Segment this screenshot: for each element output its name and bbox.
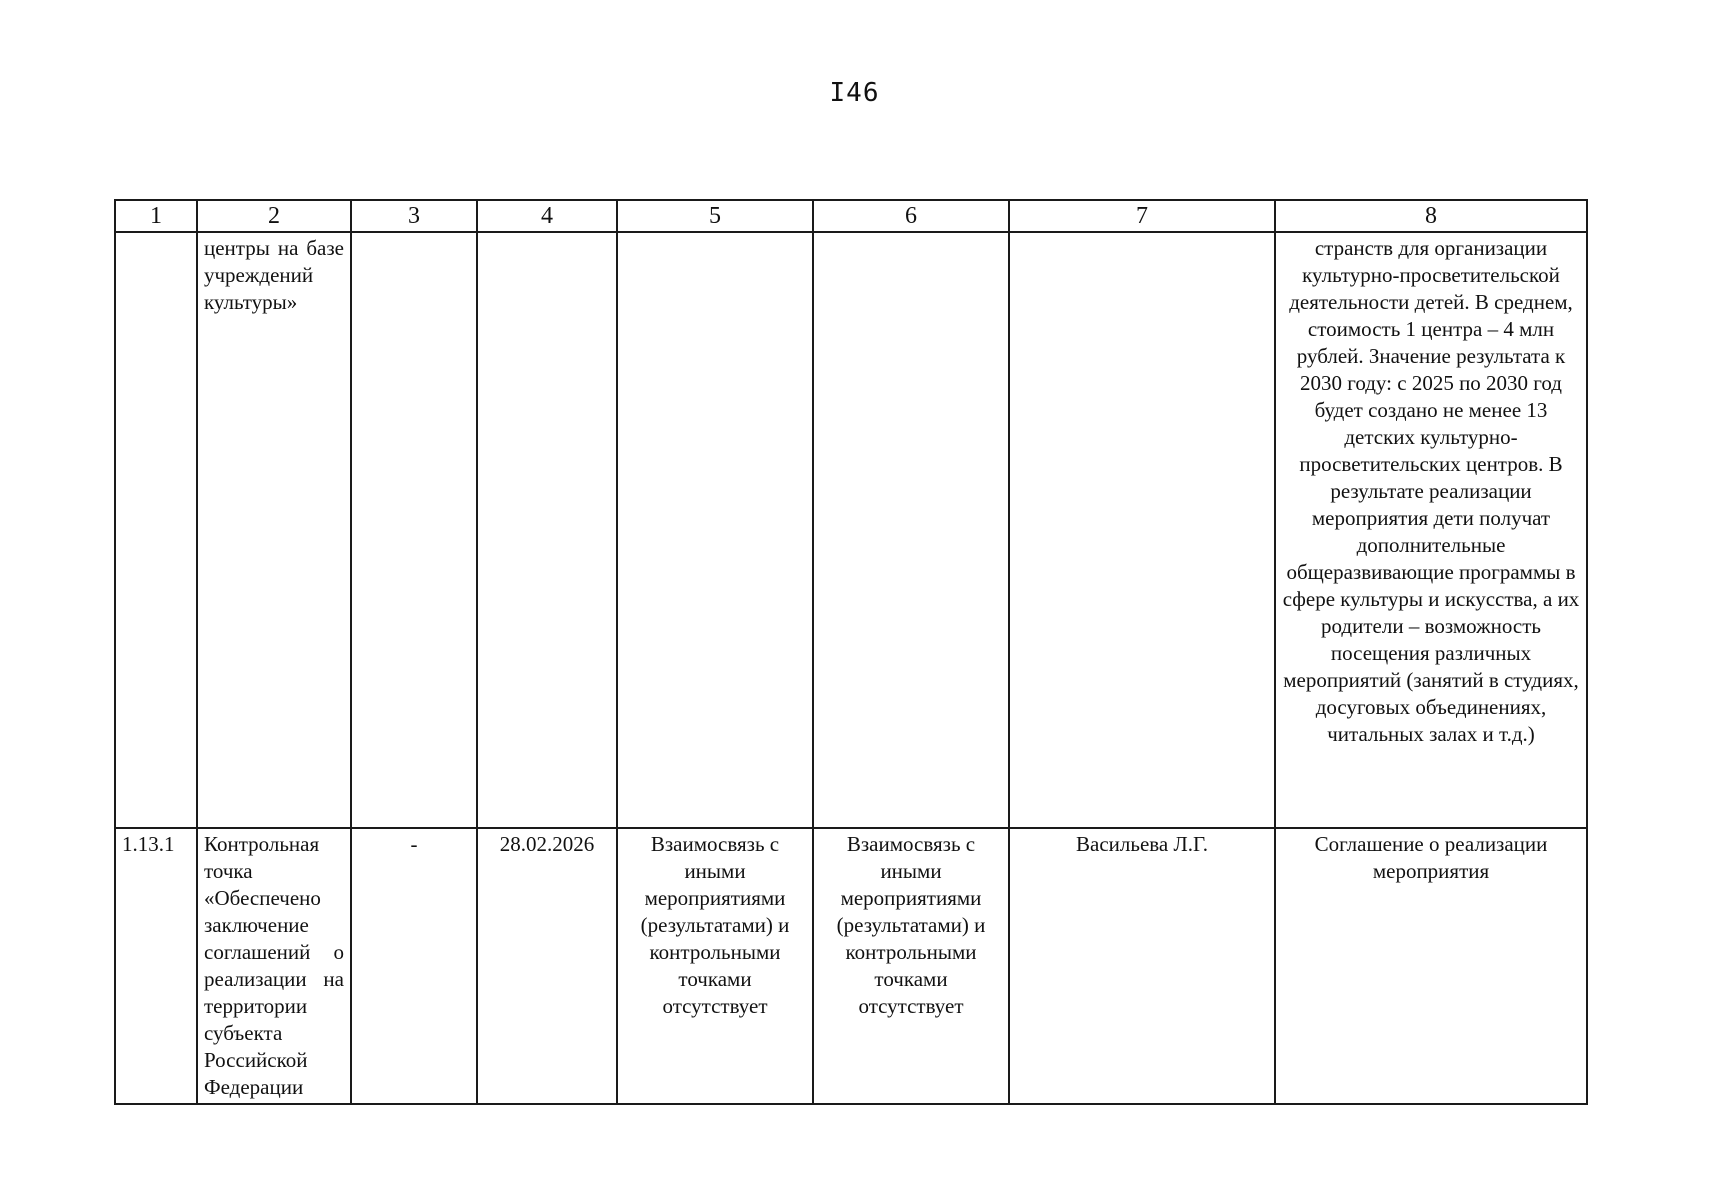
page-number: I46 <box>829 78 880 108</box>
cell-responsible: Васильева Л.Г. <box>1009 828 1275 1104</box>
cell-col4 <box>477 232 617 828</box>
cell-relation-5: Взаимосвязь с иными мероприятиями (результатами) и контрольными точками отсутствует <box>617 828 813 1104</box>
column-header-2: 2 <box>197 200 351 232</box>
document-table <box>114 199 1588 1105</box>
column-header-3: 3 <box>351 200 477 232</box>
table-row <box>115 828 1587 1104</box>
cell-col7 <box>1009 232 1275 828</box>
column-header-4: 4 <box>477 200 617 232</box>
cell-date: 28.02.2026 <box>477 828 617 1104</box>
column-header-1: 1 <box>115 200 197 232</box>
table-row <box>115 232 1587 828</box>
cell-col6 <box>813 232 1009 828</box>
cell-number <box>115 232 197 828</box>
cell-relation-6: Взаимосвязь с иными мероприятиями (результатами) и контрольными точками отсутствует <box>813 828 1009 1104</box>
cell-description: странств для организации культурно-просветительской деятельности детей. В среднем, стоимость 1 центра – 4 млн рублей. Значение результата к 2030 году: с 2025 по 2030 год будет создано не менее 13 детских культурно-просветительских центров. В результате реализации мероприятия дети получат дополнительные общеразвивающие программы в сфере культуры и искусства, а их родители – возможность посещения различных мероприятий (занятий в студиях, досуговых объединениях, читальных залах и т.д.) <box>1275 232 1587 828</box>
cell-number: 1.13.1 <box>115 828 197 1104</box>
cell-name: центры на базе учреждений культуры» <box>197 232 351 828</box>
cell-col3: - <box>351 828 477 1104</box>
column-header-7: 7 <box>1009 200 1275 232</box>
column-header-5: 5 <box>617 200 813 232</box>
table-header-row <box>115 200 1587 232</box>
cell-document: Соглашение о реализации мероприятия <box>1275 828 1587 1104</box>
cell-col3 <box>351 232 477 828</box>
column-header-8: 8 <box>1275 200 1587 232</box>
column-header-6: 6 <box>813 200 1009 232</box>
cell-col5 <box>617 232 813 828</box>
cell-name: Контрольная точка «Обеспечено заключение соглашений о реализации на территории субъекта Российской Федерации <box>197 828 351 1104</box>
